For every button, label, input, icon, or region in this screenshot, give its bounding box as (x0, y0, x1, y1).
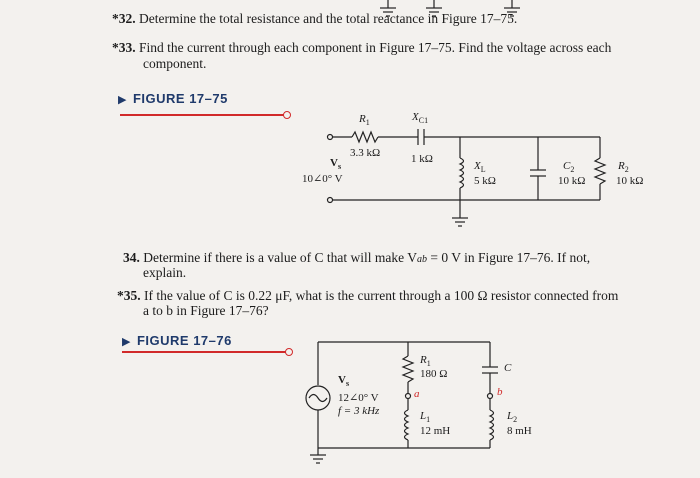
inductor-xl (460, 158, 464, 188)
resistor-r1 (403, 356, 413, 382)
problem-35-continuation: a to b in Figure 17–76? (143, 303, 269, 318)
r1-value: 3.3 kΩ (350, 147, 381, 159)
source-label: $V_s$ (330, 157, 342, 172)
problem-text: If the value of C is 0.22 μF, what is the current through a 100 Ω resistor connected from (144, 288, 619, 303)
l2-value: 8 mH (507, 425, 532, 437)
r1-label: $R_1$ (420, 354, 431, 369)
figure-17-76-label: ▶ FIGURE 17–76 (122, 333, 232, 348)
capacitor-c-label: C (504, 362, 512, 374)
r2-value: 10 kΩ (616, 175, 644, 187)
problem-number: *33. (112, 40, 136, 55)
circuit-17-76 (306, 342, 498, 463)
problem-text: Determine the total resistance and the total reactance in Figure 17–75. (139, 11, 518, 26)
node-b-label: b (497, 386, 503, 398)
problem-34-continuation: explain. (143, 265, 187, 280)
triangle-bullet-icon: ▶ (118, 94, 127, 106)
ground-icon (380, 0, 396, 16)
c2-label: $C_2$ (563, 160, 575, 175)
problem-text: Determine if there is a value of C that will make V (143, 250, 418, 265)
problem-number: 34. (123, 250, 140, 265)
r2-label: $R_2$ (618, 160, 629, 175)
node-a-label: a (414, 388, 420, 400)
ground-icon (504, 0, 520, 16)
problem-text-after: = 0 V in Figure 17–76. If not, (427, 250, 591, 265)
problem-33-continuation: component. (143, 56, 207, 71)
xc1-label: $X_{C1}$ (412, 111, 429, 126)
ground-icon (426, 0, 442, 16)
source-label: $V_s$ (338, 374, 350, 389)
resistor-r1 (352, 132, 378, 142)
resistor-r2 (595, 158, 605, 184)
xl-label: $X_L$ (474, 160, 486, 175)
l1-label: $L_1$ (420, 410, 431, 425)
subscript: ab (417, 254, 428, 265)
triangle-bullet-icon: ▶ (122, 336, 131, 348)
c2-value: 10 kΩ (558, 175, 586, 187)
problem-number: *32. (112, 11, 136, 26)
source-value: 12∠0° V (338, 392, 379, 404)
xc1-value: 1 kΩ (411, 153, 433, 165)
source-frequency: f = 3 kHz (338, 405, 380, 417)
xl-value: 5 kΩ (474, 175, 496, 187)
r1-label: $R_1$ (359, 113, 370, 128)
r1-value: 180 Ω (420, 368, 448, 380)
l2-label: $L_2$ (507, 410, 518, 425)
source-value: 10∠0° V (302, 173, 343, 185)
inductor-l1 (405, 410, 409, 440)
figure-17-75-label: ▶ FIGURE 17–75 (118, 91, 228, 106)
problem-text: Find the current through each component in Figure 17–75. Find the voltage across each (139, 40, 612, 55)
l1-value: 12 mH (420, 425, 451, 437)
inductor-l2 (490, 410, 494, 440)
problem-number: *35. (117, 288, 141, 303)
